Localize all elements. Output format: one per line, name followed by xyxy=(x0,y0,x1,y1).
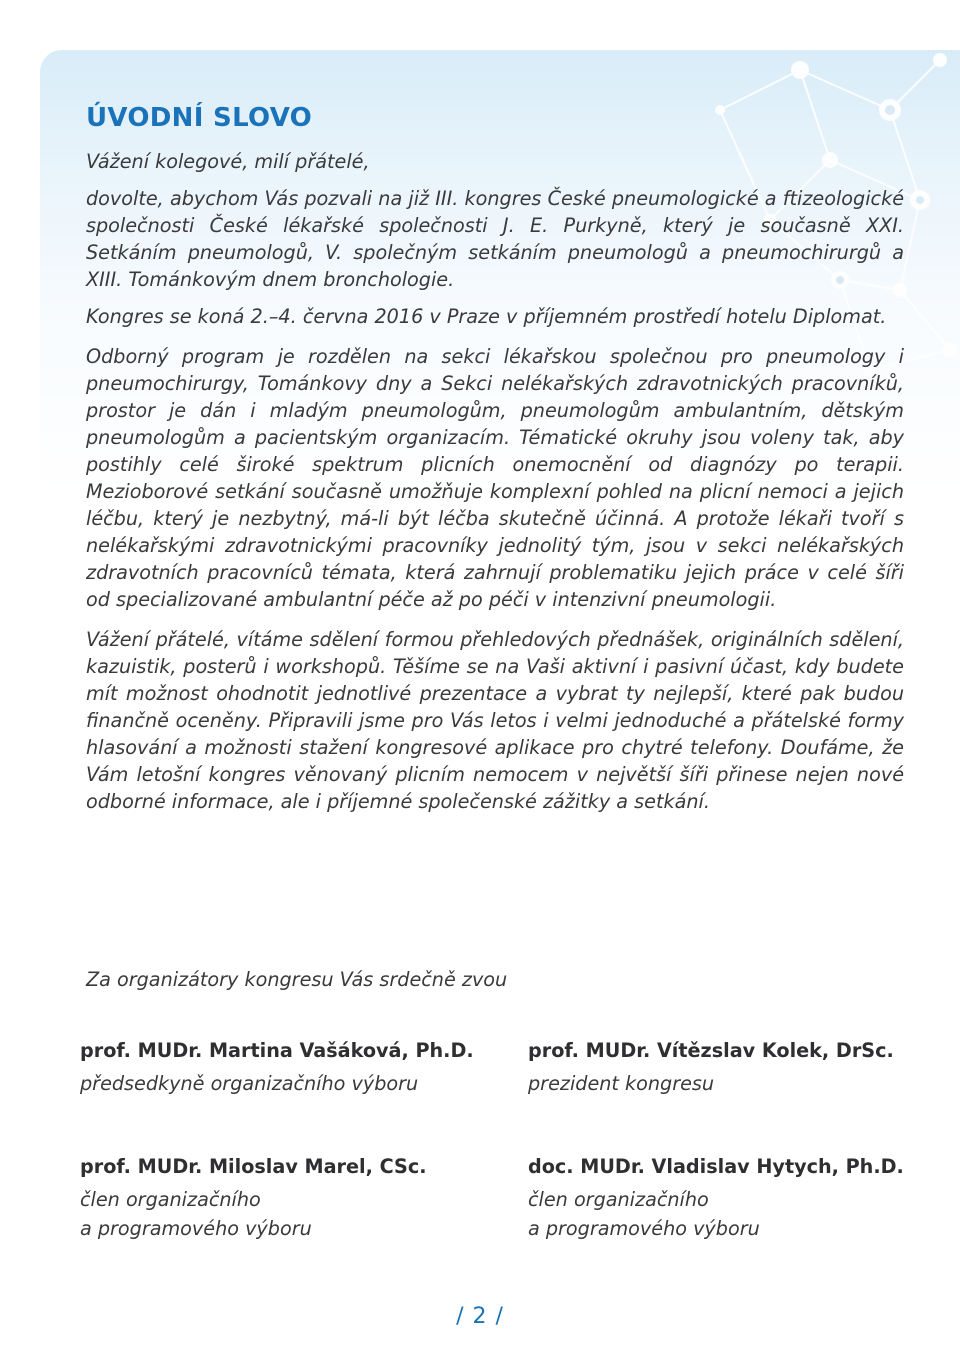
signatory-name: doc. MUDr. Vladislav Hytych, Ph.D. xyxy=(528,1155,904,1178)
signatory-name: prof. MUDr. Vítězslav Kolek, DrSc. xyxy=(528,1039,894,1062)
signatory-block xyxy=(80,1036,474,1098)
signatory-role: člen organizačního xyxy=(528,1188,709,1211)
page-title: ÚVODNÍ SLOVO xyxy=(86,103,313,133)
intro-paragraph: dovolte, abychom Vás pozvali na již III. kongres České pneumologické a ftizeologické společnosti České lékařské společnosti J. E. Purkyně, který je současně XXI. Setkáním pneumologů, V. společným setkáním pneumologů a pneumochirurgů a XIII. Tománkovým dnem bronchologie. xyxy=(86,187,904,291)
signatory-block xyxy=(528,1036,894,1098)
signatory-role-continued: a programového výboru xyxy=(80,1217,312,1240)
signatory-role: prezident kongresu xyxy=(528,1072,715,1095)
signatory-block xyxy=(80,1152,427,1243)
main-content xyxy=(86,100,904,815)
signatory-block xyxy=(528,1152,904,1243)
invitation-line: Za organizátory kongresu Vás srdečně zvou xyxy=(86,968,508,991)
program-paragraph: Odborný program je rozdělen na sekci lékařskou společnou pro pneumology i pneumochirurgy, Tománkovy dny a Sekci nelékařských zdravotnických pracovníků, prostor je dán i mladým pneumologům, pneumologům ambulantním, dětským pneumologům a pacientským organizacím. Tématické okruhy jsou voleny tak, aby postihly celé široké spektrum plicních onemocnění od diagnózy po terapii. Mezioborové setkání současně umožňuje komplexní pohled na plicní nemoci a jejich léčbu, který je nezbytný, má-li být léčba skutečně účinná. A protože lékaři tvoří s nelékařskými zdravotnickými pracovníky jednolitý tým, jsou v sekci nelékařských zdravotních pracovníců témata, která zahrnují problematiku jejich práce v celé šíři od specializované ambulantní péče až po péči v intenzivní pneumologii. xyxy=(86,345,904,611)
signatory-name: prof. MUDr. Martina Vašáková, Ph.D. xyxy=(80,1039,474,1062)
page-number: / 2 / xyxy=(456,1304,504,1329)
signatory-role: předsedkyně organizačního výboru xyxy=(80,1072,419,1095)
congress-date-paragraph: Kongres se koná 2.–4. června 2016 v Praze v příjemném prostředí hotelu Diplomat. xyxy=(86,305,887,328)
signatory-role-continued: a programového výboru xyxy=(528,1217,760,1240)
signatory-name: prof. MUDr. Miloslav Marel, CSc. xyxy=(80,1155,427,1178)
salutation-text: Vážení kolegové, milí přátelé, xyxy=(86,150,370,173)
welcome-paragraph: Vážení přátelé, vítáme sdělení formou přehledových přednášek, originálních sdělení, kazuistik, posterů i workshopů. Těšíme se na Vaši aktivní i pasivní účast, kdy budete mít možnost ohodnotit jednotlivé prezentace a vybrat ty nejlepší, které pak budou finančně oceněny. Připravili jsme pro Vás letos i velmi jednoduché a přátelské formy hlasování a možnosti stažení kongresové aplikace pro chytré telefony. Doufáme, že Vám letošní kongres věnovaný plicním nemocem v největší šíři přinese nejen nové odborné informace, ale i příjemné společenské zážitky a setkání. xyxy=(86,628,904,813)
signatory-role: člen organizačního xyxy=(80,1188,261,1211)
